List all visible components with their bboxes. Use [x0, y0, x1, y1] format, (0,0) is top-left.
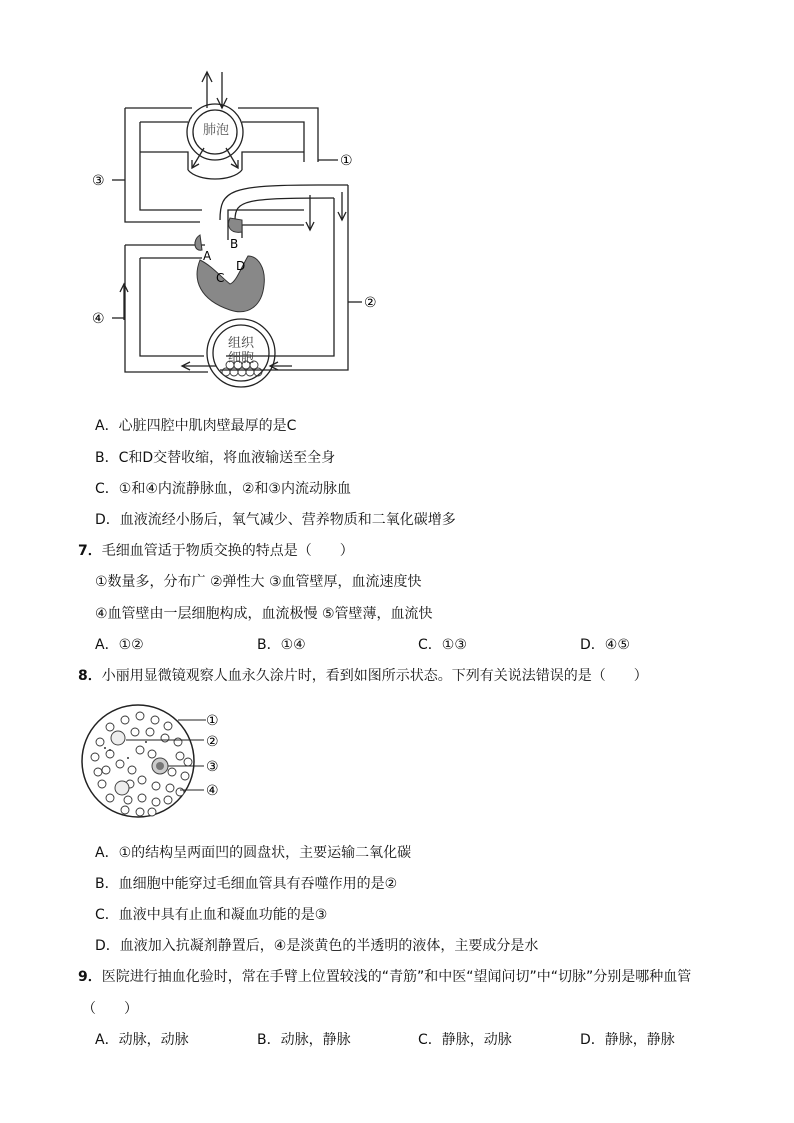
vessel-label-1: ① — [340, 153, 353, 169]
smear-label-2: ② — [206, 734, 219, 750]
q7-stem — [78, 540, 354, 560]
q8-stem-text: 小丽用显微镜观察人血永久涂片时，看到如图所示状态。下列有关说法错误的是（ ） — [101, 668, 648, 684]
tissue-label-1: 组织 — [228, 336, 255, 351]
q7-option-b: B．①④ — [257, 637, 306, 653]
smear-label-3: ③ — [206, 759, 219, 775]
q7-number: 7． — [78, 543, 102, 559]
q8-option-a: A．①的结构呈两面凹的圆盘状，主要运输二氧化碳 — [95, 845, 412, 861]
q8-number: 8． — [78, 668, 102, 684]
q9-option-a: A．动脉，动脉 — [95, 1032, 189, 1048]
q7-features-line-2: ④血管壁由一层细胞构成，血流极慢 ⑤管壁薄，血流快 — [95, 606, 433, 622]
q9-paren: （ ） — [82, 1001, 138, 1017]
tissue-label-2: 细胞 — [228, 351, 255, 366]
q6-option-c: C．①和④内流静脉血，②和③内流动脉血 — [95, 481, 351, 497]
q9-option-d: D．静脉，静脉 — [580, 1032, 675, 1048]
q8-option-c: C．血液中具有止血和凝血功能的是③ — [95, 907, 328, 923]
q7-option-c: C．①③ — [418, 637, 467, 653]
q9-number: 9． — [78, 969, 102, 985]
q7-features-line-1: ①数量多，分布广 ②弹性大 ③血管壁厚，血流速度快 — [95, 574, 422, 590]
heart-shape — [197, 256, 264, 312]
smear-label-4: ④ — [206, 783, 219, 799]
alveolus-label: 肺泡 — [203, 123, 230, 138]
smear-label-1: ① — [206, 713, 219, 729]
q8-stem — [78, 665, 648, 685]
q6-option-d: D．血液流经小肠后，氧气减少、营养物质和二氧化碳增多 — [95, 512, 456, 528]
blood-smear-diagram — [80, 702, 230, 822]
q7-stem-text: 毛细血管适于物质交换的特点是（ ） — [101, 543, 354, 559]
chamber-d-label: D — [236, 259, 246, 273]
q9-stem-text: 医院进行抽血化验时，常在手臂上位置较浅的“青筋”和中医“望闻问切”中“切脉”分别是哪种血管 — [101, 969, 692, 985]
q7-option-d: D．④⑤ — [580, 637, 630, 653]
q9-option-b: B．动脉，静脉 — [257, 1032, 351, 1048]
vessel-label-3: ③ — [92, 173, 105, 189]
chamber-c-label: C — [216, 271, 225, 285]
q9-stem — [78, 966, 691, 986]
q6-option-b: B．C和D交替收缩，将血液输送至全身 — [95, 450, 336, 466]
q6-option-a: A．心脏四腔中肌肉壁最厚的是C — [95, 418, 297, 434]
vessel-label-2: ② — [364, 295, 377, 311]
q8-option-d: D．血液加入抗凝剂静置后，④是淡黄色的半透明的液体，主要成分是水 — [95, 938, 539, 954]
q9-option-c: C．静脉，动脉 — [418, 1032, 512, 1048]
chamber-b-label: B — [230, 237, 239, 251]
q7-option-a: A．①② — [95, 637, 144, 653]
chamber-a-label: A — [203, 249, 212, 263]
circulation-diagram — [80, 70, 400, 400]
vessel-label-4: ④ — [92, 311, 105, 327]
q8-option-b: B．血细胞中能穿过毛细血管具有吞噬作用的是② — [95, 876, 398, 892]
